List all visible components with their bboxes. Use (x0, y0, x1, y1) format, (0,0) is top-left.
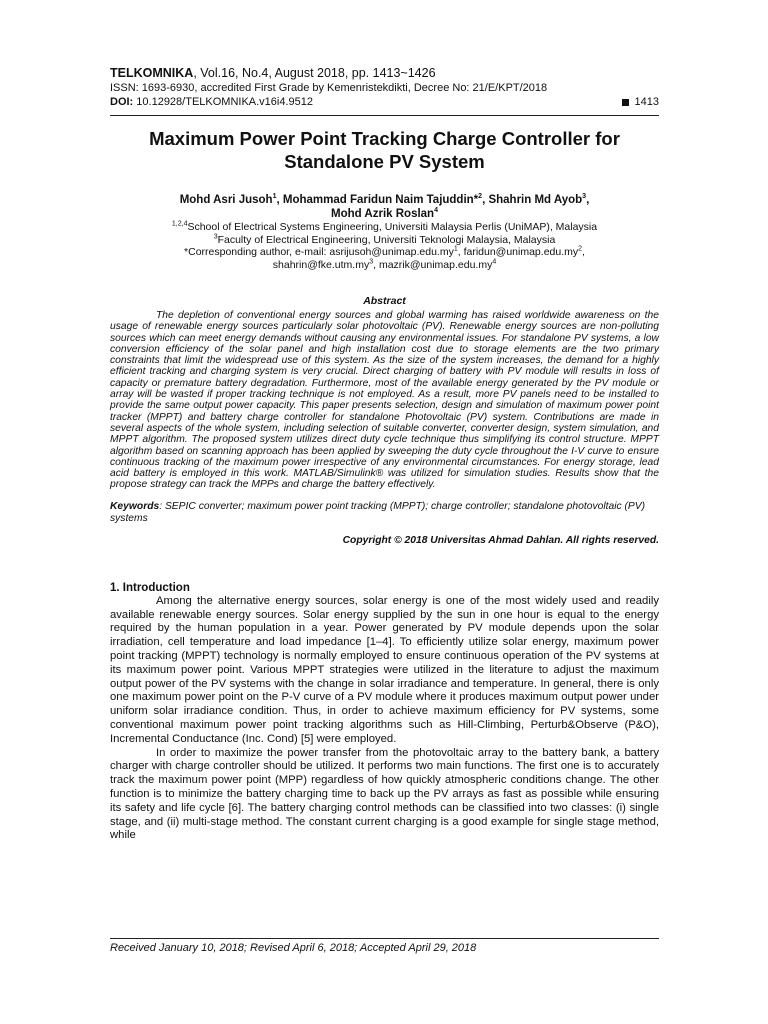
abstract-text: The depletion of conventional energy sources and global warming has raised worldwide awareness on the usage of renewable energy sources particularly solar photovoltaic (PV). Renewable energy sources are non-polluting sources which can meet energy demands without causing any environmental issues. For standalone PV systems, a low conversion efficiency of the solar panel and high installation cost due to storage elements are the two primary constraints that limit the widespread use of this system. As the size of the system increases, the demand for a highly efficient tracking and charging system is very crucial. Direct charging of battery with PV module will results in loss of capacity or premature battery degradation. Furthermore, most of the available energy generated by the PV module or array will be wasted if proper tracking technique is not employed. As a result, more PV panels need to be installed to provide the same output power capacity. This paper presents selection, design and simulation of maximum power point tracker (MPPT) and battery charge controller for standalone Photovoltaic (PV) system. Contributions are made in several aspects of the whole system, including selection of suitable converter, converter design, system simulation, and MPPT algorithm. The proposed system utilizes direct duty cycle technique thus simplifying its control structure. MPPT algorithm based on scanning approach has been applied by sweeping the duty cycle throughout the I-V curve to ensure continuous tracking of the maximum power irrespective of any environmental circumstances. For energy storage, lead acid battery is employed in this work. MATLAB/Simulink® was utilized for simulation studies. Results show that the propose strategy can track the MPPs and charge the battery effectively. (110, 310, 659, 491)
journal-name: TELKOMNIKA (110, 66, 194, 80)
affiliation-1: $^{1,2,4}$School of Electrical Systems Engineering, Universiti Malaysia Perlis (UniMAP), Malaysia (171, 220, 598, 233)
affiliation-2: $^3$Faculty of Electrical Engineering, Universiti Teknologi Malaysia, Malaysia (213, 233, 556, 246)
corresponding-author: *Corresponding author, e-mail: $asrijusoh@unimap.edu.my^1$, $faridun@unimap.edu.my^2$, $shahrin@fke.utm.my^3$, $mazrik@unimap.edu.my^4$ (184, 245, 585, 271)
page-number: 1413 (622, 95, 659, 109)
author-list: Mohd Asri Jusoh$^1$, Mohammad Faridun Naim Tajuddin*$^2$, Shahrin Md Ayob$^3$, Mohd Azrik Roslan$^4$ (179, 193, 590, 220)
keywords-label: Keywords (110, 500, 160, 512)
abstract-heading: Abstract (363, 295, 406, 307)
issn-line: ISSN: 1693-6930, accredited First Grade by Kemenristekdikti, Decree No: 21/E/KPT/2018 (110, 82, 548, 94)
keywords (110, 501, 659, 525)
body-paragraph: Among the alternative energy sources, solar energy is one of the most widely used and readily available renewable energy sources. Solar energy supplied by the sun in one hour is equal to the energy required by the human population in a year. Power generated by PV module depends upon the solar irradiation, cell temperature and load impedance [1–4]. To efficiently utilize solar energy, maximum power point tracking (MPPT) technology is normally employed to ensure continuous operation of the PV systems at its maximum power point. Various MPPT strategies were utilized in the literature to adjust the maximum output power of the PV systems with the change in solar irradiance and temperature. In general, there is only one maximum power point on the P-V curve of a PV module where it produces maximum output power under uniform solar irradiance condition. Thus, in order to achieve maximum efficiency for PV systems, some conventional maximum power point tracking algorithms such as Hill-Climbing, Perturb&Observe (P&O), Incremental Conductance (Inc. Cond) [5] were employed. (110, 594, 659, 745)
received-dates-footer: Received January 10, 2018; Revised April 6, 2018; Accepted April 29, 2018 (110, 938, 659, 955)
copyright-notice: Copyright © 2018 Universitas Ahmad Dahlan. All rights reserved. (342, 534, 659, 546)
doi-line (110, 95, 659, 109)
body-paragraph: In order to maximize the power transfer from the photovoltaic array to the battery bank, a battery charger with charge controller should be utilized. It performs two main functions. The first one is to accurately track the maximum power point (MPP) regardless of how quickly atmospheric conditions change. The other function is to minimize the battery charging time to back up the PV arrays as fast as possible while ensuring its safety and life cycle [6]. The battery charging control methods can be classified into two classes: (i) single stage, and (ii) multi-stage method. The constant current charging is a good example for single stage method, while (110, 746, 659, 842)
header-rule (110, 115, 659, 116)
journal-header (110, 66, 659, 81)
section-heading-introduction: 1. Introduction (110, 581, 190, 594)
paper-title: Maximum Power Point Tracking Charge Controller for Standalone PV System (149, 128, 620, 172)
square-bullet-icon (622, 99, 629, 106)
doi-label: DOI: (110, 96, 134, 108)
doi-link[interactable]: 10.12928/TELKOMNIKA.v16i4.9512 (133, 96, 314, 108)
paper-page (110, 66, 659, 843)
journal-issue: , Vol.16, No.4, August 2018, pp. 1413~1426 (193, 66, 436, 80)
keywords-text: : SEPIC converter; maximum power point tracking (MPPT); charge controller; standalone photovoltaic (PV) systems (110, 500, 646, 524)
